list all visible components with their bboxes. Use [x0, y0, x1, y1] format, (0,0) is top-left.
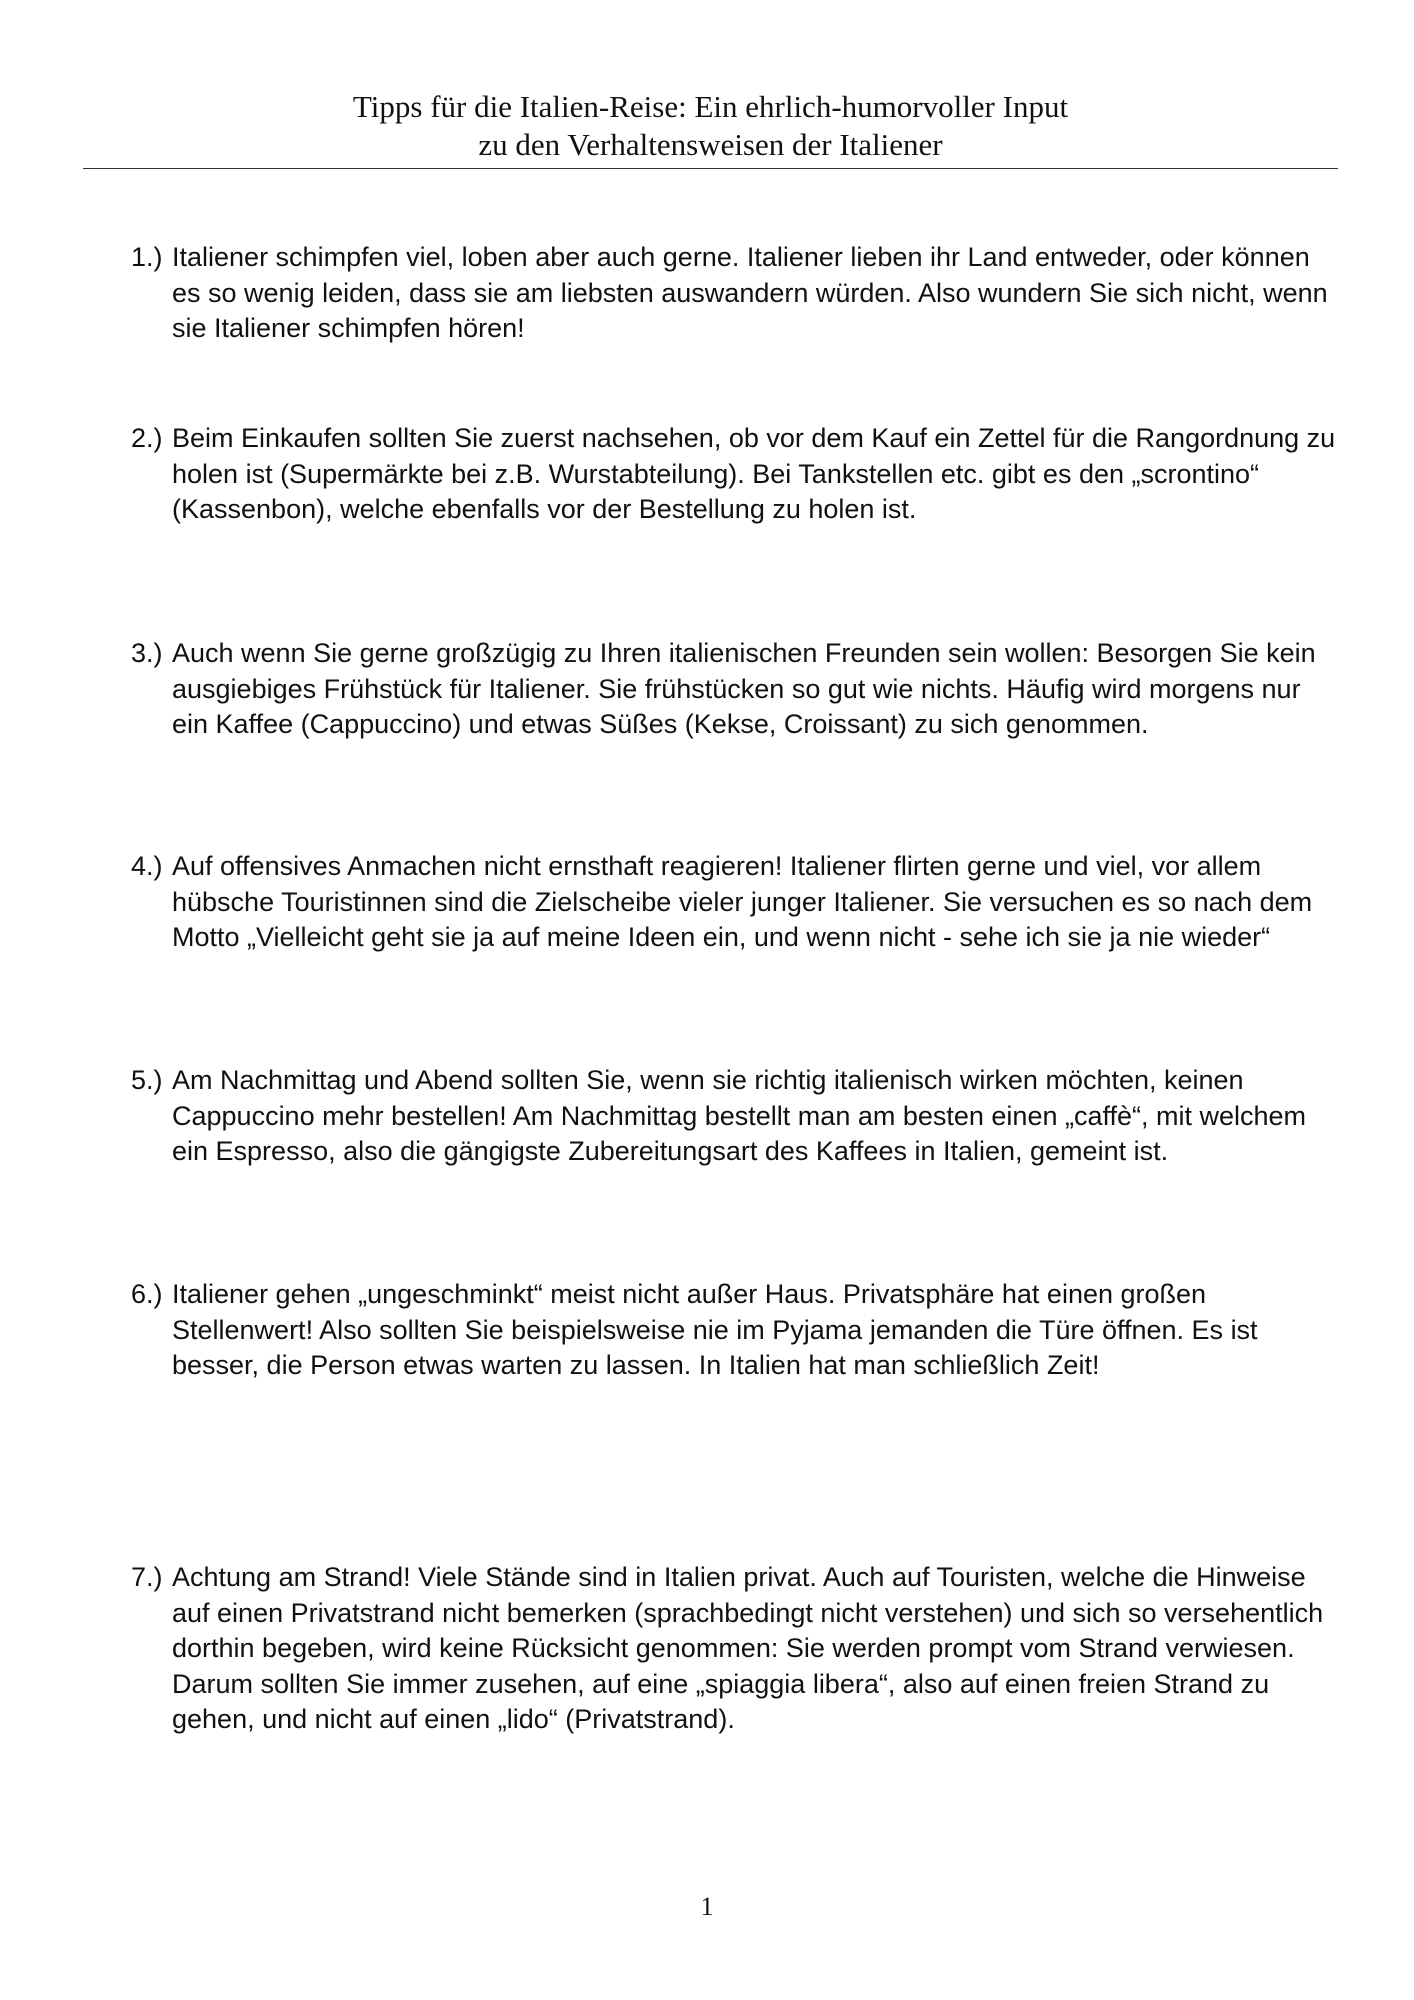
tip-text: Beim Einkaufen sollten Sie zuerst nachsehen, ob vor dem Kauf ein Zettel für die Rangordnung zu holen ist (Supermärkte bei z.B. Wurstabteilung). Bei Tankstellen etc. gibt es den „scrontino“ (Kassenbon), welche ebenfalls vor der Bestellung zu holen ist.: [172, 423, 1336, 524]
page-title-line-1: Tipps für die Italien-Reise: Ein ehrlich-humorvoller Input: [352, 89, 1069, 124]
tip-7: [131, 1560, 1341, 1738]
tip-4: [131, 849, 1341, 956]
tip-text: Achtung am Strand! Viele Stände sind in Italien privat. Auch auf Touristen, welche die Hinweise auf einen Privatstrand nicht bemerken (sprachbedingt nicht verstehen) und sich so versehentlich dorthin begeben, wird keine Rücksicht genommen: Sie werden prompt vom Strand verwiesen. Darum sollten Sie immer zusehen, auf eine „spiaggia libera“, also auf einen freien Strand zu gehen, und nicht auf einen „lido“ (Privatstrand).: [172, 1562, 1324, 1734]
tip-number: 6.): [131, 1279, 163, 1309]
page-title-line-2: zu den Verhaltensweisen der Italiener: [478, 127, 943, 162]
tip-6: [131, 1277, 1341, 1384]
tip-number: 2.): [131, 423, 163, 453]
tip-text: Italiener gehen „ungeschminkt“ meist nicht außer Haus. Privatsphäre hat einen großen Stellenwert! Also sollten Sie beispielsweise nie im Pyjama jemanden die Türe öffnen. Es ist besser, die Person etwas warten zu lassen. In Italien hat man schließlich Zeit!: [172, 1279, 1258, 1380]
tip-text: Italiener schimpfen viel, loben aber auch gerne. Italiener lieben ihr Land entweder, oder können es so wenig leiden, dass sie am liebsten auswandern würden. Also wundern Sie sich nicht, wenn sie Italiener schimpfen hören!: [172, 242, 1328, 343]
tip-number: 5.): [131, 1065, 163, 1095]
tip-2: [131, 421, 1341, 528]
tip-text: Am Nachmittag und Abend sollten Sie, wenn sie richtig italienisch wirken möchten, keinen Cappuccino mehr bestellen! Am Nachmittag bestellt man am besten einen „caffè“, mit welchem ein Espresso, also die gängigste Zubereitungsart des Kaffees in Italien, gemeint ist.: [172, 1065, 1307, 1166]
page-number: 1: [700, 1892, 714, 1921]
tip-text: Auch wenn Sie gerne großzügig zu Ihren italienischen Freunden sein wollen: Besorgen Sie kein ausgiebiges Frühstück für Italiener. Sie frühstücken so gut wie nichts. Häufig wird morgens nur ein Kaffee (Cappuccino) und etwas Süßes (Kekse, Croissant) zu sich genommen.: [172, 638, 1316, 739]
tip-text: Auf offensives Anmachen nicht ernsthaft reagieren! Italiener flirten gerne und viel, vor allem hübsche Touristinnen sind die Zielscheibe vieler junger Italiener. Sie versuchen es so nach dem Motto „Vielleicht geht sie ja auf meine Ideen ein, und wenn nicht - sehe ich sie ja nie wieder“: [172, 851, 1313, 952]
tip-number: 7.): [131, 1562, 163, 1592]
tip-1: [131, 240, 1341, 347]
page-header: [83, 88, 1338, 169]
tip-5: [131, 1063, 1341, 1170]
tip-3: [131, 636, 1341, 743]
tip-number: 4.): [131, 851, 163, 881]
tip-number: 1.): [131, 242, 163, 272]
tip-number: 3.): [131, 638, 163, 668]
